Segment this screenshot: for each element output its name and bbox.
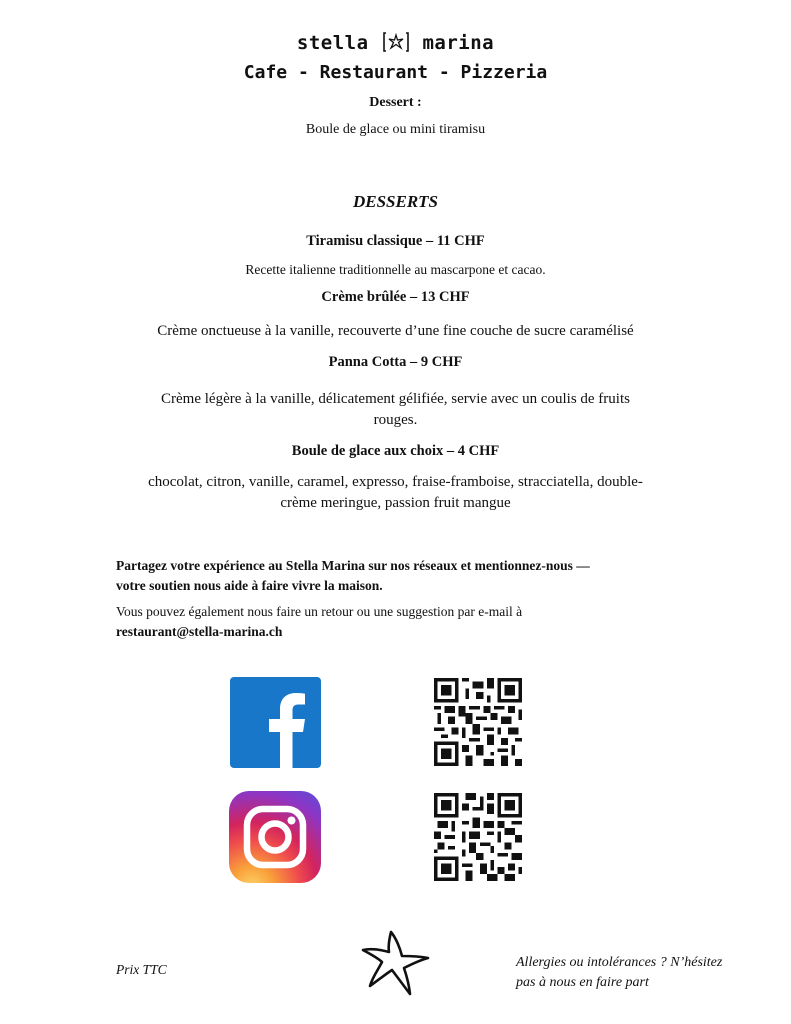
share-text: Partagez votre expérience au Stella Marina sur nos réseaux et mentionnez-nous — <box>116 558 590 573</box>
allergy-note <box>516 953 766 993</box>
starfish-logo-icon <box>383 32 409 52</box>
brand-name-right: marina <box>422 32 495 54</box>
dessert-item-desc: Crème légère à la vanille, délicatement gélifiée, servie avec un coulis de fruits <box>161 391 630 407</box>
feedback-text: Vous pouvez également nous faire un retour ou une suggestion par e-mail à <box>116 604 523 619</box>
starfish-icon <box>358 928 432 1000</box>
contact-email-link[interactable]: restaurant@stella-marina.ch <box>116 624 283 639</box>
brand-name-left: stella <box>296 32 369 54</box>
allergy-note-line: Allergies ou intolérances ? N’hésitez <box>516 955 723 970</box>
share-text: votre soutien nous aide à faire vivre la maison. <box>116 578 383 593</box>
facebook-qr-code[interactable] <box>434 678 522 766</box>
dessert-item-title: Boule de glace aux choix – 4 CHF <box>291 443 500 459</box>
allergy-note-line: pas à nous en faire part <box>516 975 649 990</box>
dessert-item-desc: rouges. <box>373 412 418 428</box>
instagram-camera-glyph <box>229 791 321 883</box>
brand-header <box>0 32 791 54</box>
dessert-item-title: Crème brûlée – 13 CHF <box>321 289 470 305</box>
dessert-item-desc: Recette italienne traditionnelle au mascarpone et cacao. <box>245 262 546 277</box>
tagline: Cafe - Restaurant - Pizzeria <box>243 62 548 83</box>
dessert-item-title: Panna Cotta – 9 CHF <box>328 354 463 370</box>
menu-dessert-label: Dessert : <box>369 95 422 110</box>
dessert-item-desc: crème meringue, passion fruit mangue <box>280 495 511 511</box>
dessert-item-desc: Crème onctueuse à la vanille, recouverte d’une fine couche de sucre caramélisé <box>157 323 634 339</box>
instagram-icon[interactable] <box>229 791 321 883</box>
facebook-f-glyph <box>230 677 321 768</box>
menu-dessert-text: Boule de glace ou mini tiramisu <box>305 122 486 137</box>
dessert-item-desc: chocolat, citron, vanille, caramel, expresso, fraise-framboise, stracciatella, double- <box>148 474 643 490</box>
desserts-title: DESSERTS <box>352 192 439 211</box>
facebook-icon[interactable] <box>230 677 321 768</box>
instagram-qr-code[interactable] <box>434 793 522 881</box>
price-note: Prix TTC <box>116 962 167 977</box>
dessert-item-title: Tiramisu classique – 11 CHF <box>306 233 485 249</box>
